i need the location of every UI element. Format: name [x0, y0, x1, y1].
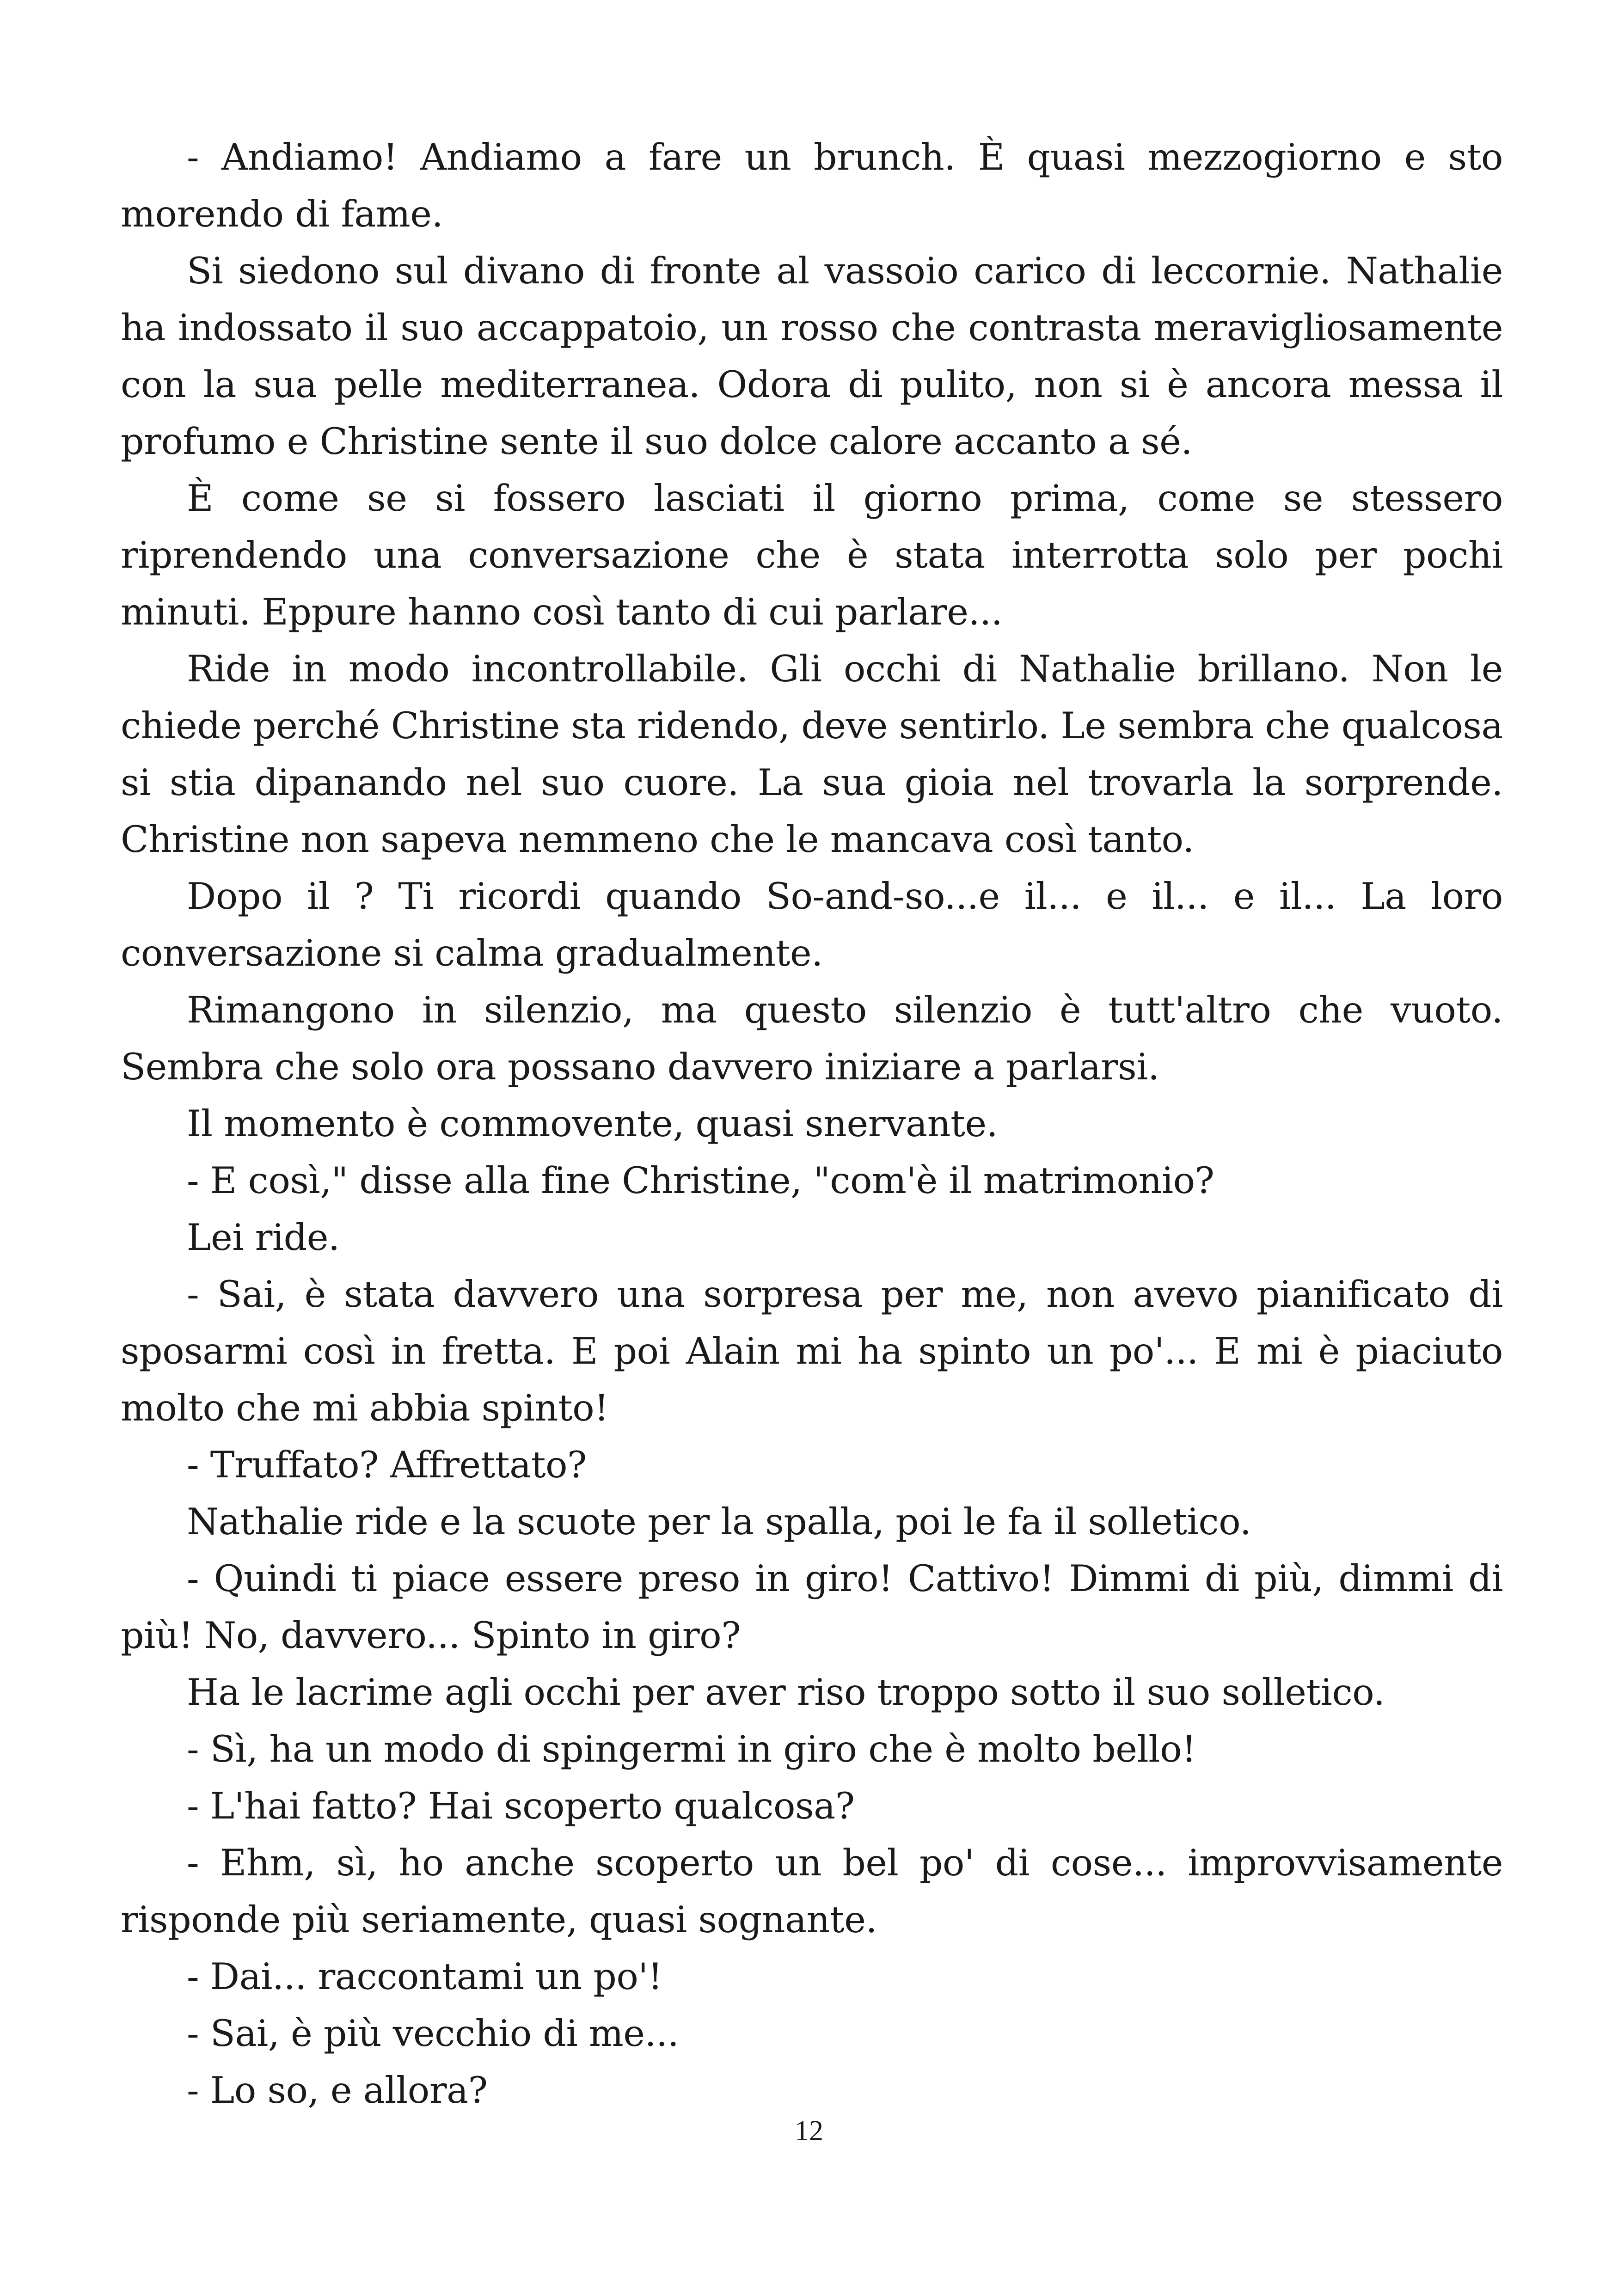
paragraph: Lei ride.	[187, 1216, 340, 1259]
paragraph: Ha le lacrime agli occhi per aver riso troppo sotto il suo solletico.	[187, 1671, 1385, 1714]
paragraph: - Andiamo! Andiamo a fare un brunch. È quasi mezzogiorno e sto morendo di fame.	[121, 136, 1503, 235]
paragraph: - L'hai fatto? Hai scoperto qualcosa?	[187, 1785, 855, 1827]
paragraph: Rimangono in silenzio, ma questo silenzio è tutt'altro che vuoto. Sembra che solo ora possano davvero iniziare a parlarsi.	[121, 989, 1503, 1088]
paragraph: È come se si fossero lasciati il giorno prima, come se stessero riprendendo una conversazione che è stata interrotta solo per pochi minuti. Eppure hanno così tanto di cui parlare...	[121, 477, 1503, 633]
paragraph: - Sai, è stata davvero una sorpresa per me, non avevo pianificato di sposarmi così in fretta. E poi Alain mi ha spinto un po'... E mi è piaciuto molto che mi abbia spinto!	[121, 1273, 1503, 1429]
paragraph: Dopo il ? Ti ricordi quando So-and-so...e il... e il... e il... La loro conversazione si calma gradualmente.	[121, 875, 1503, 974]
paragraph: - Ehm, sì, ho anche scoperto un bel po' di cose... improvvisamente risponde più seriamente, quasi sognante.	[121, 1842, 1503, 1941]
paragraph: - Truffato? Affrettato?	[187, 1444, 587, 1486]
paragraph: - Lo so, e allora?	[187, 2069, 488, 2112]
paragraph: Ride in modo incontrollabile. Gli occhi di Nathalie brillano. Non le chiede perché Christine sta ridendo, deve sentirlo. Le sembra che qualcosa si stia dipanando nel suo cuore. La sua gioia nel trovarla la sorprende. Christine non sapeva nemmeno che le mancava così tanto.	[121, 648, 1503, 861]
paragraph: Si siedono sul divano di fronte al vassoio carico di leccornie. Nathalie ha indossato il suo accappatoio, un rosso che contrasta meravigliosamente con la sua pelle mediterranea. Odora di pulito, non si è ancora messa il profumo e Christine sente il suo dolce calore accanto a sé.	[121, 250, 1503, 463]
page-number: 12	[795, 2115, 823, 2147]
paragraph: - Quindi ti piace essere preso in giro! Cattivo! Dimmi di più, dimmi di più! No, davvero... Spinto in giro?	[121, 1557, 1503, 1657]
paragraph: - Sì, ha un modo di spingermi in giro che è molto bello!	[187, 1728, 1196, 1770]
body-text	[121, 129, 1503, 2119]
paragraph: Nathalie ride e la scuote per la spalla, poi le fa il solletico.	[187, 1500, 1251, 1543]
paragraph: - Dai... raccontami un po'!	[187, 1955, 662, 1998]
paragraph: Il momento è commovente, quasi snervante.	[187, 1102, 998, 1145]
paragraph: - E così," disse alla fine Christine, "com'è il matrimonio?	[187, 1159, 1214, 1202]
paragraph: - Sai, è più vecchio di me...	[187, 2012, 679, 2055]
